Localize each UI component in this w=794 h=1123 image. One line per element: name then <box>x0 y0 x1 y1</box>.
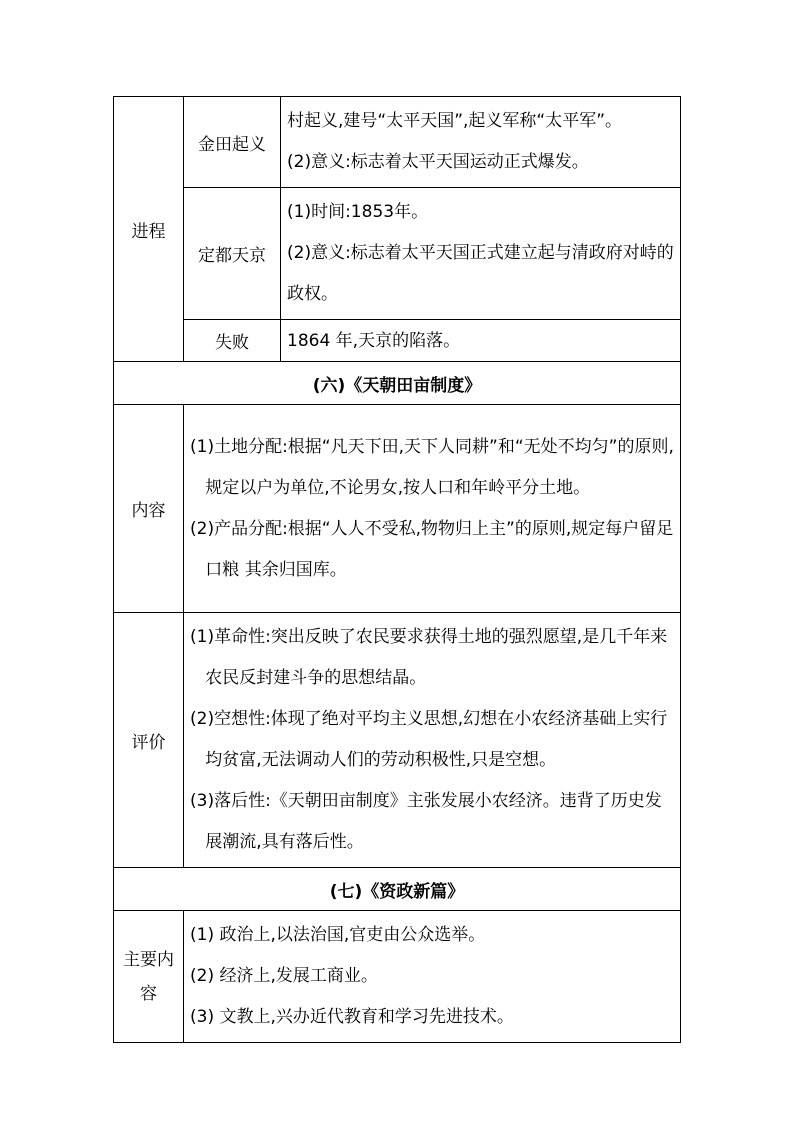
capital-line2: (2)意义:标志着太平天国正式建立起与清政府对峙的政权。 <box>287 243 674 304</box>
failure-label: 失败 <box>184 320 281 362</box>
politics-item: (1) 政治上,以法治国,官吏由公众选举。 <box>190 925 486 945</box>
evaluation-backward: (3)落后性:《天朝田亩制度》主张发展小农经济。违背了历史发展潮流,具有落后性。 <box>190 791 662 852</box>
land-distribution: (1)土地分配:根据“凡天下田,天下人同耕”和“无处不均匀”的原则,规定以户为单位,不论男女,按人口和年岭平分土地。 <box>190 436 674 498</box>
product-distribution: (2)产品分配:根据“人人不受私,物物归上主”的原则,规定每户留足口粮 其余归国库。 <box>190 518 674 580</box>
failure-text: 1864 年,天京的陷落。 <box>281 320 681 362</box>
section7-content <box>184 911 681 1043</box>
section6-title: (六)《天朝田亩制度》 <box>114 362 681 405</box>
capital-content <box>281 188 681 320</box>
section6-evaluation <box>184 613 681 868</box>
section6-content <box>184 405 681 613</box>
jintian-content <box>281 97 681 188</box>
section7-content-label: 主要内容 <box>114 911 184 1043</box>
section7-title: (七)《资政新篇》 <box>114 868 681 911</box>
evaluation-utopian: (2)空想性:体现了绝对平均主义思想,幻想在小农经济基础上实行均贫富,无法调动人们的劳动积极性,只是空想。 <box>190 709 668 770</box>
history-notes-table <box>113 96 681 1043</box>
education-item: (3) 文教上,兴办近代教育和学习先进技术。 <box>190 1007 514 1027</box>
capital-label: 定都天京 <box>184 188 281 320</box>
process-label: 进程 <box>114 97 184 362</box>
jintian-line1: 村起义,建号“太平天国”,起义军称“太平军”。 <box>287 111 623 131</box>
section6-evaluation-label: 评价 <box>114 613 184 868</box>
evaluation-revolutionary: (1)革命性:突出反映了农民要求获得土地的强烈愿望,是几千年来农民反封建斗争的思想结晶。 <box>190 627 668 688</box>
section6-content-label: 内容 <box>114 405 184 613</box>
jintian-line2: (2)意义:标志着太平天国运动正式爆发。 <box>287 152 589 172</box>
jintian-label: 金田起义 <box>184 97 281 188</box>
capital-line1: (1)时间:1853年。 <box>287 202 429 222</box>
economy-item: (2) 经济上,发展工商业。 <box>190 966 378 986</box>
